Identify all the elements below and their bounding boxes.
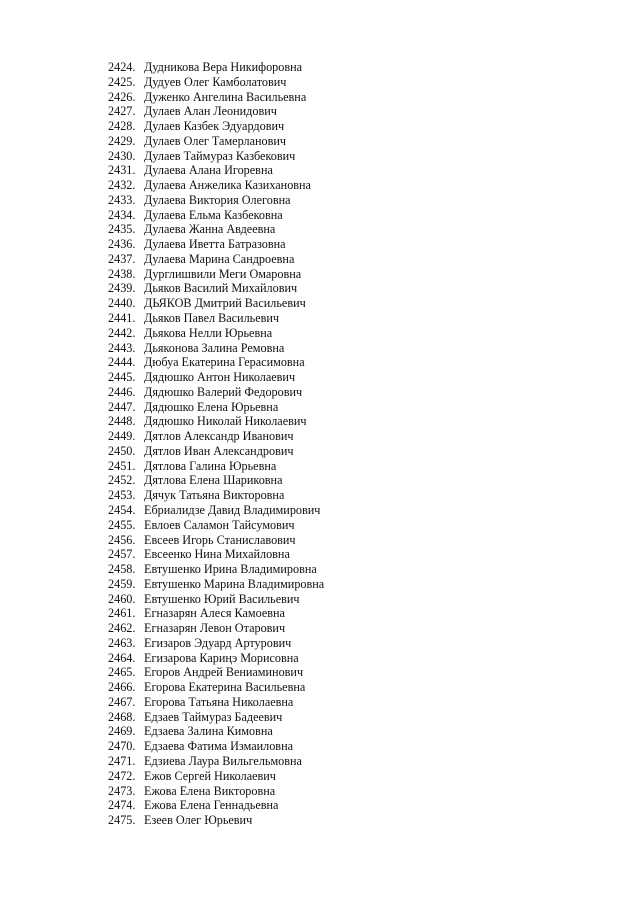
entry-name: Дятлова Елена Шариковна	[144, 473, 283, 488]
entry-name: Едзаев Таймураз Бадеевич	[144, 709, 283, 724]
entry-name: Дудникова Вера Никифоровна	[144, 60, 303, 74]
list-item	[108, 75, 608, 90]
entry-number: 2439.	[108, 281, 136, 296]
entry-number: 2435.	[108, 222, 136, 237]
entry-number: 2441.	[108, 311, 136, 326]
entry-number: 2453.	[108, 488, 136, 503]
list-item	[108, 355, 608, 370]
list-item	[108, 252, 608, 267]
entry-number: 2450.	[108, 443, 136, 458]
entry-number: 2447.	[108, 399, 136, 414]
entry-number: 2446.	[108, 384, 136, 399]
entry-name: Евтушенко Марина Владимировна	[144, 576, 325, 591]
entry-name: Дьяков Павел Васильевич	[144, 311, 280, 326]
entry-name: Дулаев Олег Тамерланович	[144, 133, 287, 148]
list-item	[108, 267, 608, 282]
list-item	[108, 444, 608, 459]
entry-name: Дядюшко Николай Николаевич	[144, 414, 307, 429]
entry-name: Егорова Татьяна Николаевна	[144, 694, 294, 709]
entry-number: 2431.	[108, 163, 136, 178]
entry-number: 2444.	[108, 355, 136, 370]
entry-number: 2427.	[108, 104, 136, 119]
entry-name: Дуженко Ангелина Васильевна	[144, 89, 307, 104]
entry-name: Дулаев Казбек Эдуардович	[144, 119, 285, 134]
list-item	[108, 370, 608, 385]
entry-name: Дулаев Таймураз Казбекович	[144, 148, 296, 163]
entry-number: 2426.	[108, 89, 136, 104]
entry-name: Едзаева Залина Кимовна	[144, 724, 273, 739]
entry-number: 2437.	[108, 251, 136, 266]
entry-name: Дурглишвили Меги Омаровна	[144, 266, 302, 281]
entry-number: 2433.	[108, 192, 136, 207]
list-item	[108, 296, 608, 311]
entry-number: 2462.	[108, 621, 136, 636]
list-item	[108, 237, 608, 252]
entry-number: 2457.	[108, 547, 136, 562]
list-item	[108, 311, 608, 326]
entry-number: 2455.	[108, 517, 136, 532]
entry-name: Дячук Татьяна Викторовна	[144, 488, 285, 503]
list-item	[108, 621, 608, 636]
entry-name: Евсеев Игорь Станиславович	[144, 532, 296, 547]
entry-name: Дюбуа Екатерина Герасимовна	[144, 355, 305, 370]
entry-name: Дьяков Василий Михайлович	[144, 281, 298, 296]
entry-name: Дятлова Галина Юрьевна	[144, 458, 277, 473]
list-item	[108, 533, 608, 548]
entry-name: Ежова Елена Геннадьевна	[144, 798, 279, 813]
list-item	[108, 149, 608, 164]
entry-number: 2473.	[108, 783, 136, 798]
list-item	[108, 385, 608, 400]
list-item	[108, 710, 608, 725]
entry-name: Дулаев Алан Леонидович	[144, 104, 277, 119]
entry-number: 2461.	[108, 606, 136, 621]
entry-number: 2443.	[108, 340, 136, 355]
list-item	[108, 326, 608, 341]
entry-number: 2448.	[108, 414, 136, 429]
entry-name: Дятлов Иван Александрович	[144, 443, 294, 458]
entry-name: Егоров Андрей Вениаминович	[144, 665, 304, 680]
list-item	[108, 547, 608, 562]
entry-number: 2466.	[108, 680, 136, 695]
list-item	[108, 178, 608, 193]
entry-name: Дулаева Виктория Олеговна	[144, 192, 291, 207]
entry-number: 2451.	[108, 458, 136, 473]
list-item	[108, 429, 608, 444]
entry-number: 2434.	[108, 207, 136, 222]
entry-number: 2438.	[108, 266, 136, 281]
list-item	[108, 769, 608, 784]
entry-name: Дядюшко Елена Юрьевна	[144, 399, 279, 414]
entry-number: 2430.	[108, 148, 136, 163]
list-item	[108, 414, 608, 429]
entry-name: Дятлов Александр Иванович	[144, 429, 294, 444]
entry-name: Егизарова Кариңэ Морисовна	[144, 650, 299, 665]
list-item	[108, 518, 608, 533]
entry-name: Дулаева Иветта Батразовна	[144, 237, 286, 252]
entry-name: Евтушенко Юрий Васильевич	[144, 591, 300, 606]
list-item	[108, 503, 608, 518]
entry-number: 2424.	[108, 60, 136, 74]
entry-number: 2459.	[108, 576, 136, 591]
entry-name: Дядюшко Валерий Федорович	[144, 384, 303, 399]
entry-number: 2475.	[108, 813, 136, 828]
list-item	[108, 104, 608, 119]
entry-name: Евсеенко Нина Михайловна	[144, 547, 290, 562]
list-item	[108, 577, 608, 592]
list-item	[108, 813, 608, 828]
entry-name: Егорова Екатерина Васильевна	[144, 680, 306, 695]
list-item	[108, 193, 608, 208]
entry-number: 2469.	[108, 724, 136, 739]
list-item	[108, 562, 608, 577]
entry-number: 2465.	[108, 665, 136, 680]
list-item	[108, 281, 608, 296]
entry-number: 2452.	[108, 473, 136, 488]
list-item	[108, 739, 608, 754]
entry-number: 2449.	[108, 429, 136, 444]
entry-number: 2442.	[108, 325, 136, 340]
entry-number: 2474.	[108, 798, 136, 813]
list-item	[108, 592, 608, 607]
name-list	[108, 60, 608, 828]
entry-name: Евлоев Саламон Тайсумович	[144, 517, 295, 532]
entry-name: Дудуев Олег Камболатович	[144, 74, 287, 89]
entry-number: 2458.	[108, 562, 136, 577]
list-item	[108, 651, 608, 666]
entry-name: Ебриалидзе Давид Владимирович	[144, 502, 321, 517]
entry-name: Едзиева Лаура Вильгельмовна	[144, 753, 302, 768]
entry-name: Дьякова Нелли Юрьевна	[144, 325, 273, 340]
list-item	[108, 665, 608, 680]
entry-number: 2440.	[108, 296, 136, 311]
entry-name: Едзаева Фатима Измаиловна	[144, 739, 293, 754]
entry-name: Егназарян Левон Отарович	[144, 621, 286, 636]
list-item	[108, 724, 608, 739]
entry-number: 2472.	[108, 768, 136, 783]
entry-number: 2445.	[108, 370, 136, 385]
entry-number: 2470.	[108, 739, 136, 754]
list-item	[108, 60, 608, 75]
list-item	[108, 473, 608, 488]
entry-name: Дьяконова Залина Ремовна	[144, 340, 285, 355]
entry-number: 2425.	[108, 74, 136, 89]
entry-number: 2428.	[108, 119, 136, 134]
entry-number: 2460.	[108, 591, 136, 606]
list-item	[108, 695, 608, 710]
entry-number: 2463.	[108, 635, 136, 650]
list-item	[108, 680, 608, 695]
entry-number: 2468.	[108, 709, 136, 724]
list-item	[108, 798, 608, 813]
list-item	[108, 754, 608, 769]
entry-name: Дулаева Алана Игоревна	[144, 163, 273, 178]
entry-number: 2432.	[108, 178, 136, 193]
entry-number: 2436.	[108, 237, 136, 252]
list-item	[108, 208, 608, 223]
entry-name: Дулаева Марина Сандроевна	[144, 251, 295, 266]
entry-name: Дядюшко Антон Николаевич	[144, 370, 296, 385]
list-item	[108, 134, 608, 149]
entry-number: 2429.	[108, 133, 136, 148]
list-item	[108, 163, 608, 178]
entry-name: Егназарян Алеся Камоевна	[144, 606, 285, 621]
entry-number: 2467.	[108, 694, 136, 709]
list-item	[108, 636, 608, 651]
entry-name: Евтушенко Ирина Владимировна	[144, 562, 317, 577]
entry-name: Езеев Олег Юрьевич	[144, 813, 253, 828]
list-item	[108, 606, 608, 621]
entry-name: Ежов Сергей Николаевич	[144, 768, 276, 783]
list-item	[108, 341, 608, 356]
entry-name: Дулаева Ельма Казбековна	[144, 207, 283, 222]
entry-name: Егизаров Эдуард Артурович	[144, 635, 292, 650]
entry-name: Дулаева Жанна Авдеевна	[144, 222, 276, 237]
list-item	[108, 119, 608, 134]
list-item	[108, 488, 608, 503]
list-item	[108, 459, 608, 474]
entry-number: 2456.	[108, 532, 136, 547]
entry-name: ДЬЯКОВ Дмитрий Васильевич	[144, 296, 306, 311]
entry-number: 2464.	[108, 650, 136, 665]
entry-name: Дулаева Анжелика Казихановна	[144, 178, 311, 193]
list-item	[108, 90, 608, 105]
entry-number: 2471.	[108, 753, 136, 768]
list-item	[108, 784, 608, 799]
list-item	[108, 222, 608, 237]
entry-number: 2454.	[108, 502, 136, 517]
entry-name: Ежова Елена Викторовна	[144, 783, 276, 798]
list-item	[108, 400, 608, 415]
